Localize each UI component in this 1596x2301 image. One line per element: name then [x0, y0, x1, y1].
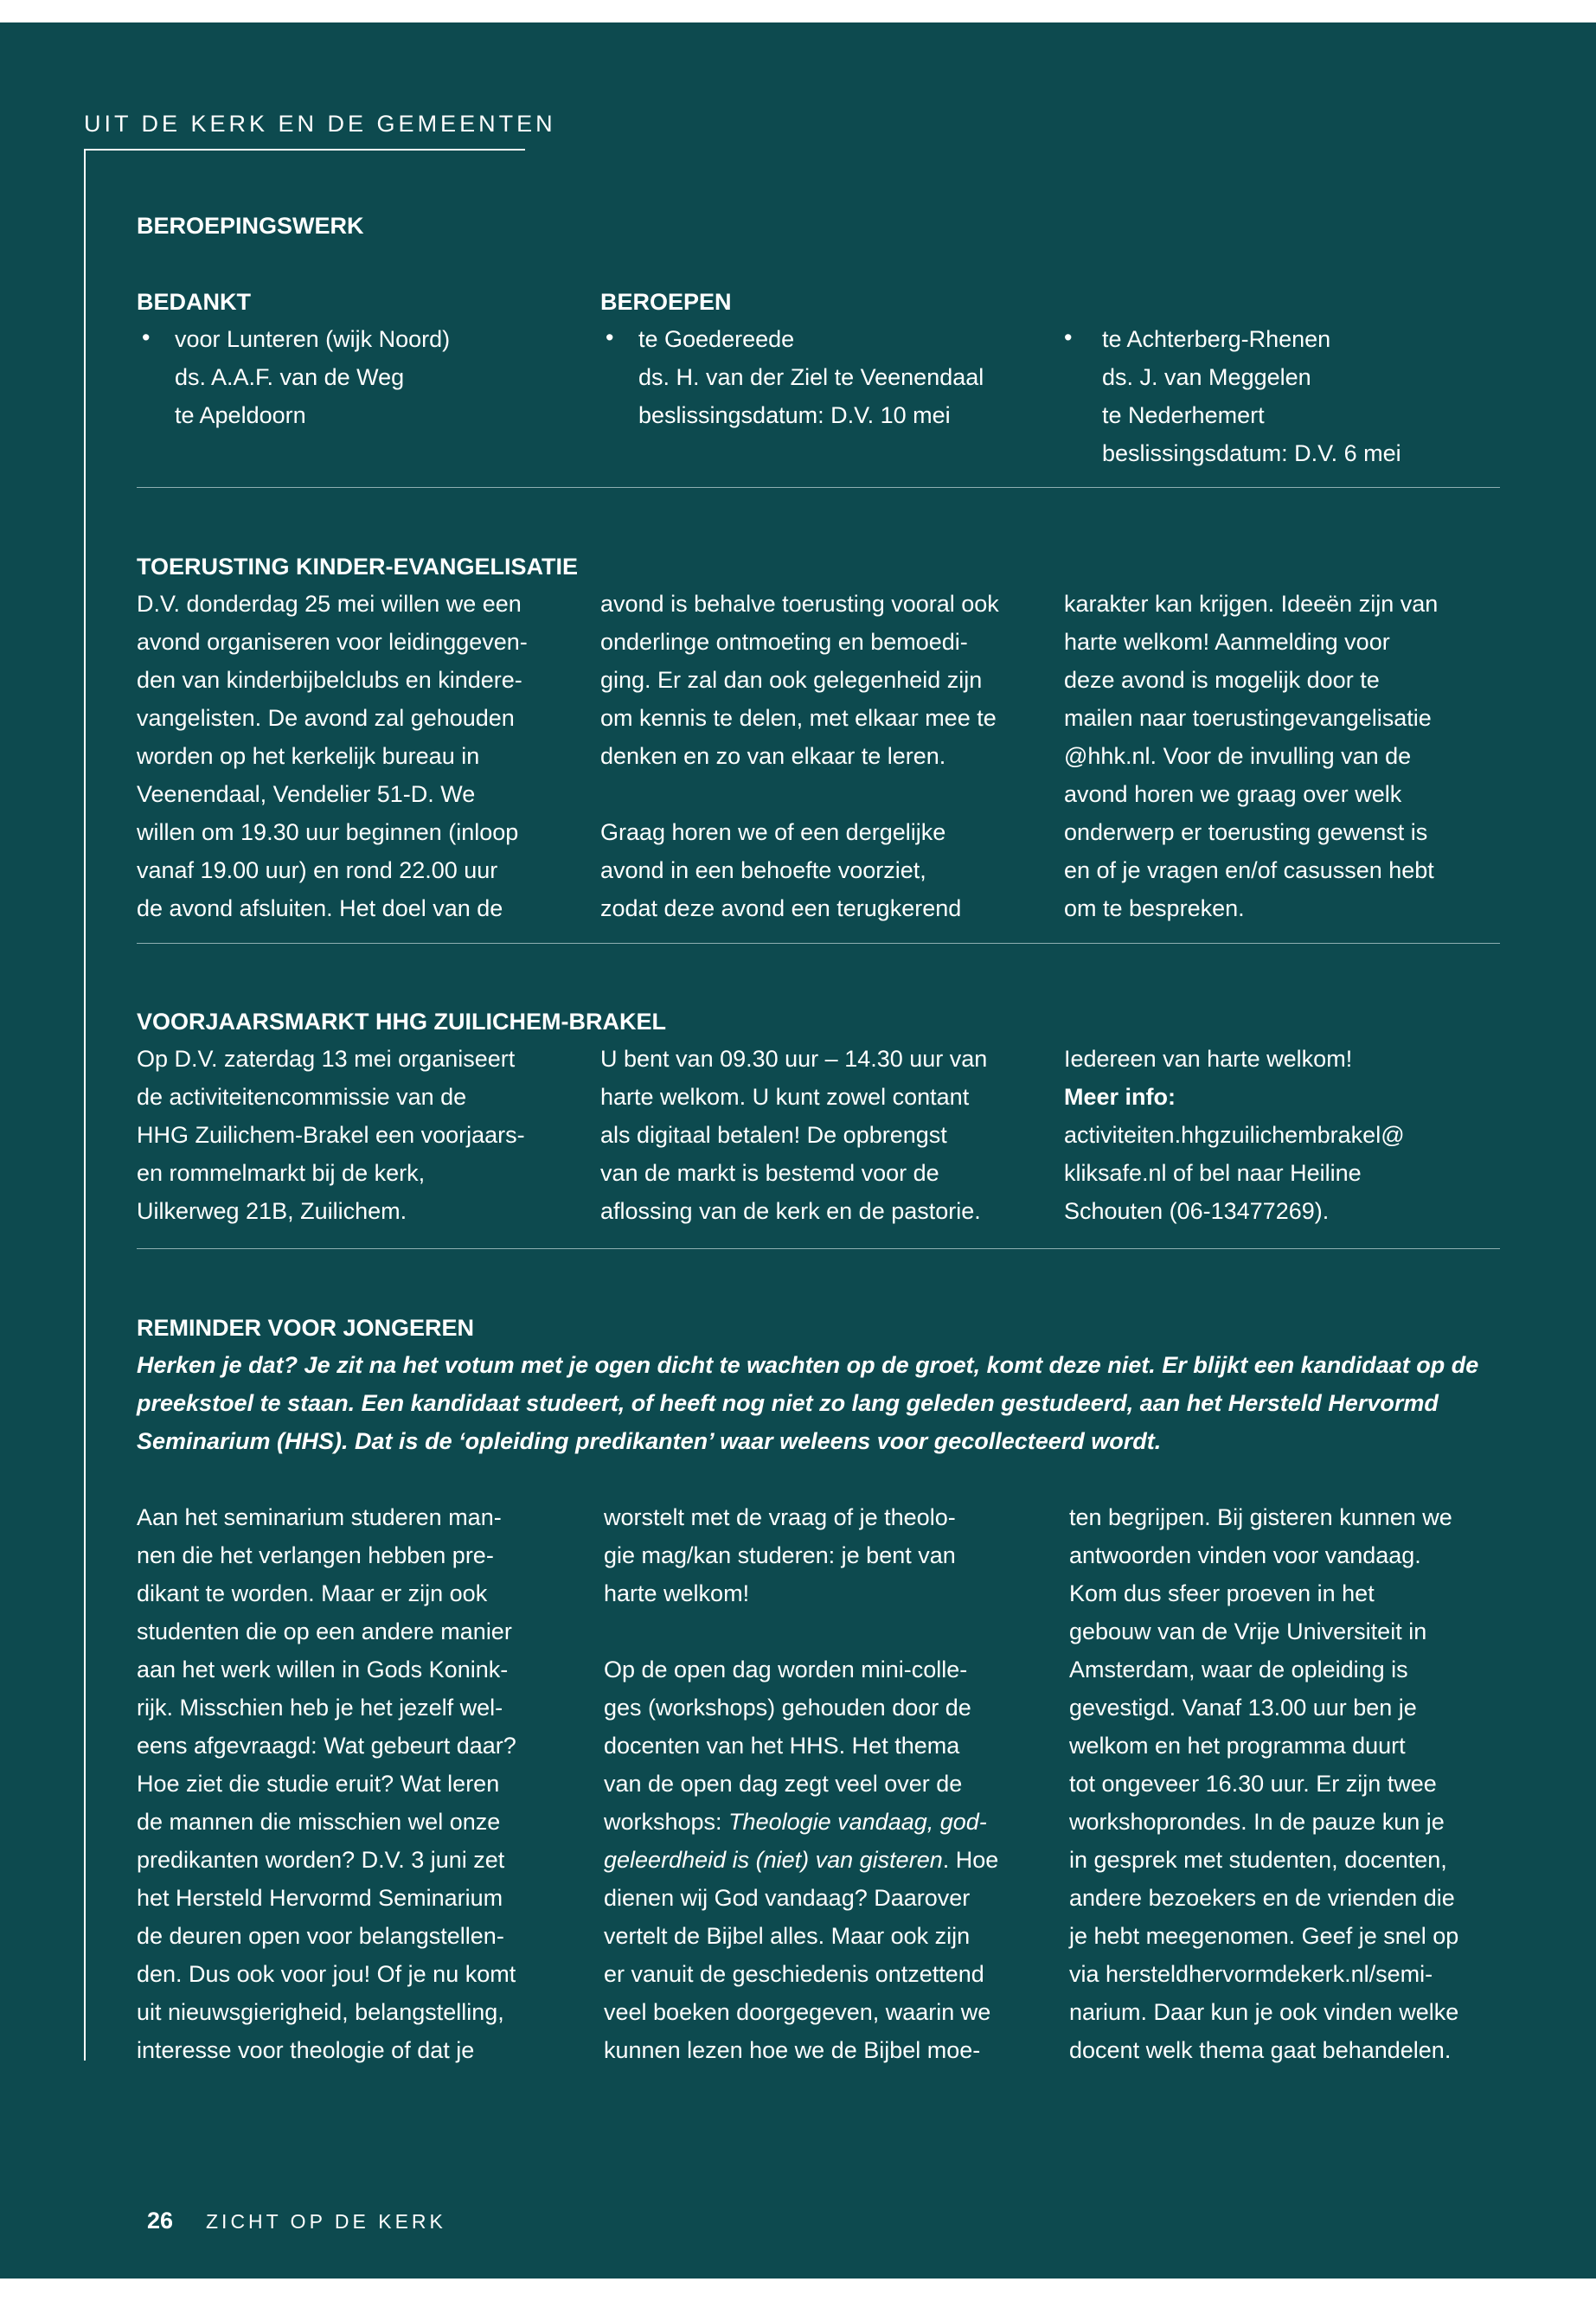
beroepen-heading: BEROEPEN — [600, 289, 732, 315]
toerusting-column-2: avond is behalve toerusting vooral ook onderlinge ontmoeting en bemoedi- ging. Er zal dan ook gelegenheid zijn om kennis te delen, met elkaar mee te denken en zo van elkaar te leren. Graag horen we of een dergelijke avond in een behoefte voorziet, zodat deze avond een terugkerend — [600, 591, 999, 921]
contact-info: activiteiten.hhgzuilichembrakel@ kliksafe.nl of bel naar Heiline Schouten (06-13477269). — [1064, 1122, 1405, 1224]
beroepen-item-goedereede: te Goedereede ds. H. van der Ziel te Veenendaal beslissingsdatum: D.V. 10 mei — [638, 326, 984, 428]
reminder-column-1: Aan het seminarium studeren man- nen die het verlangen hebben pre- dikant te worden. Maar er zijn ook studenten die op een andere manier aan het werk willen in Gods Konink- rijk. Misschien heb je het jezelf wel- eens afgevraagd: Wat gebeurt daar? Hoe ziet die studie eruit? Wat leren de mannen die misschien wel onze predikanten worden? D.V. 3 juni zet het Hersteld Hervormd Seminarium de deuren open voor belangstellen- den. Dus ook voor jou! Of je nu komt uit nieuwsgierigheid, belangstelling, interesse voor theologie of dat je — [137, 1504, 516, 2063]
more-info-label: Meer info: — [1064, 1084, 1176, 1110]
reminder-heading: REMINDER VOOR JONGEREN — [137, 1315, 475, 1341]
divider — [137, 1248, 1500, 1249]
toerusting-heading: TOERUSTING KINDER-EVANGELISATIE — [137, 554, 579, 580]
bedankt-heading: BEDANKT — [137, 289, 251, 315]
section-label: UIT DE KERK EN DE GEMEENTEN — [84, 111, 556, 137]
reminder-column-2 — [604, 1498, 1071, 2069]
bedankt-item: voor Lunteren (wijk Noord) ds. A.A.F. van de Weg te Apeldoorn — [175, 326, 451, 428]
toerusting-column-1: D.V. donderdag 25 mei willen we een avond organiseren voor leidinggeven- den van kinderbijbelclubs en kindere- vangelisten. De avond zal gehouden worden op het kerkelijk bureau in Veenendaal, Vendelier 51-D. We willen om 19.30 uur beginnen (inloop vanaf 19.00 uur) en rond 22.00 uur de avond afsluiten. Het doel van de — [137, 591, 528, 921]
reminder-column-2-text: worstelt met de vraag of je theolo- gie mag/kan studeren: je bent van harte welkom! Op de open dag worden mini-colle- ges (workshops) gehouden door de docenten van het HHS. Het thema van de open dag zegt veel over de workshops: — [604, 1504, 971, 1835]
voorjaarsmarkt-column-3 — [1064, 1040, 1531, 1230]
reminder-column-3: ten begrijpen. Bij gisteren kunnen we antwoorden vinden voor vandaag. Kom dus sfeer proeven in het gebouw van de Vrije Universiteit in Amsterdam, waar de opleiding is gevestigd. Vanaf 13.00 uur ben je welkom en het programma duurt tot ongeveer 16.30 uur. Er zijn twee workshoprondes. In de pauze kun je in gesprek met studenten, docenten, andere bezoekers en de vrienden die je hebt meegenomen. Geef je snel op via hersteldhervormdekerk.nl/semi- narium. Daar kun je ook vinden welke docent welk thema gaat behandelen. — [1069, 1504, 1459, 2063]
toerusting-column-3: karakter kan krijgen. Ideeën zijn van harte welkom! Aanmelding voor deze avond is mogelijk door te mailen naar toerustingevangelisatie @hhk.nl. Voor de invulling van de avond horen we graag over welk onderwerp er toerusting gewenst is en of je vragen en/of casussen hebt om te bespreken. — [1064, 591, 1439, 921]
divider — [137, 487, 1500, 488]
bullet-icon: • — [606, 324, 614, 350]
beroepen-item-achterberg: te Achterberg-Rhenen ds. J. van Meggelen te Nederhemert beslissingsdatum: D.V. 6 mei — [1102, 326, 1401, 466]
divider — [137, 943, 1500, 944]
left-vertical-rule — [84, 149, 86, 2061]
magazine-title: ZICHT OP DE KERK — [206, 2210, 446, 2233]
welcome-line: Iedereen van harte welkom! — [1064, 1046, 1353, 1072]
bullet-icon: • — [142, 324, 151, 350]
open-day-theme: Theologie vandaag, god- geleerdheid is (niet) van gisteren — [604, 1809, 987, 1873]
voorjaarsmarkt-column-2: U bent van 09.30 uur – 14.30 uur van harte welkom. U kunt zowel contant als digitaal betalen! De opbrengst van de markt is bestemd voor de aflossing van de kerk en de pastorie. — [600, 1046, 988, 1224]
reminder-column-2-text-cont: . Hoe dienen wij God vandaag? Daarover vertelt de Bijbel alles. Maar ook zijn er vanuit de geschiedenis ontzettend veel boeken doorgegeven, waarin we kunnen lezen hoe we de Bijbel moe- — [604, 1847, 999, 2063]
bullet-icon: • — [1064, 324, 1073, 350]
voorjaarsmarkt-heading: VOORJAARSMARKT HHG ZUILICHEM-BRAKEL — [137, 1009, 666, 1035]
voorjaarsmarkt-column-1: Op D.V. zaterdag 13 mei organiseert de activiteitencommissie van de HHG Zuilichem-Brakel een voorjaars- en rommelmarkt bij de kerk, Uilkerweg 21B, Zuilichem. — [137, 1046, 525, 1224]
magazine-page — [0, 22, 1596, 2279]
reminder-intro: Herken je dat? Je zit na het votum met je ogen dicht te wachten op de groet, komt deze niet. Er blijkt een kandidaat op de preekstoel te staan. Een kandidaat studeert, of heeft nog niet zo lang geleden gestudeerd, aan het Hersteld Hervormd Seminarium (HHS). Dat is de ‘opleiding predikanten’ waar weleens voor gecollecteerd wordt. — [137, 1352, 1479, 1454]
page-number: 26 — [147, 2208, 174, 2234]
section-label-underline — [84, 149, 525, 151]
beroepingswerk-heading: BEROEPINGSWERK — [137, 213, 364, 239]
